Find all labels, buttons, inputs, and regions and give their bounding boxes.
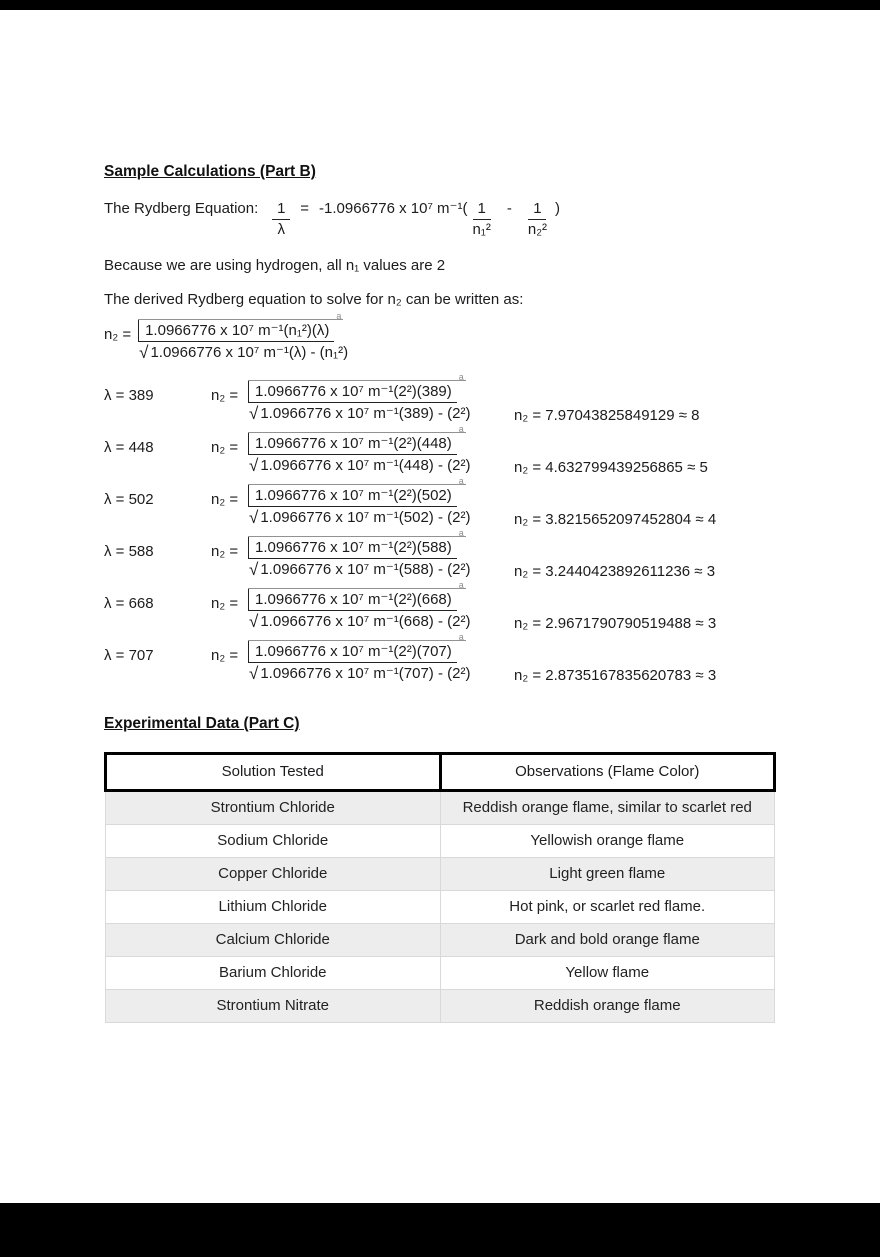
document-page [0,10,880,1203]
fraction-numerator: 1.0966776 x 10⁷ m⁻¹(2²)(448) [248,433,457,455]
fraction-one-over-n1sq [472,200,490,239]
derived-equation [104,311,776,362]
fraction-one-over-n2sq [528,200,547,239]
lambda-value: λ = 668 [104,595,154,612]
minus-sign: - [506,200,512,217]
fraction-denominator: n₂² [527,221,548,238]
calculation-result: n₂ = 2.8735167835620783 ≈ 3 [514,667,717,684]
observation-cell: Hot pink, or scarlet red flame. [440,891,775,924]
n2-label: n₂ = [211,595,239,612]
n2-label: n₂ = [211,543,239,560]
radical-fraction [248,372,471,423]
lambda-value: λ = 448 [104,439,154,456]
radical-fraction [248,580,471,631]
experimental-data-table [104,752,776,1023]
table-row [106,891,775,924]
fraction-one-over-lambda [272,200,290,239]
lambda-value: λ = 707 [104,647,154,664]
table-row [106,990,775,1023]
n2-label: n₂ = [211,387,239,404]
calculation-row [104,476,776,529]
close-paren: ) [555,200,561,217]
denominator-text: 1.0966776 x 10⁷ m⁻¹(502) - (2²) [260,509,471,526]
n2-label: n₂ = [104,326,132,343]
solution-cell: Barium Chloride [106,957,441,990]
fraction-numerator: 1 [528,200,546,220]
header-observations: Observations (Flame Color) [440,754,775,791]
observation-cell: Dark and bold orange flame [440,924,775,957]
fraction-denominator: λ [277,221,286,238]
calculation-row [104,528,776,581]
rydberg-label: The Rydberg Equation: [104,200,259,217]
calculation-row [104,632,776,685]
calculation-result: n₂ = 2.9671790790519488 ≈ 3 [514,615,717,632]
fraction-denominator [248,455,470,475]
part-c-heading: Experimental Data (Part C) [104,715,300,732]
fraction-numerator: 1 [272,200,290,220]
lambda-value: λ = 502 [104,491,154,508]
radical-hook-mark: a [458,528,464,538]
sqrt-icon: √ [249,664,259,683]
sqrt-icon: √ [249,456,259,475]
observation-cell: Light green flame [440,858,775,891]
table-row [106,825,775,858]
n2-label: n₂ = [211,439,239,456]
sqrt-icon: √ [249,560,259,579]
radical-fraction [248,528,471,579]
radical-hook-mark: a [458,372,464,382]
table-row [106,957,775,990]
rydberg-coefficient: -1.0966776 x 10⁷ m⁻¹( [319,200,468,217]
sqrt-icon: √ [249,404,259,423]
calculation-result: n₂ = 3.2440423892611236 ≈ 3 [514,563,716,580]
lambda-value: λ = 389 [104,387,154,404]
table-row [106,858,775,891]
calculation-row [104,424,776,477]
denominator-text: 1.0966776 x 10⁷ m⁻¹(707) - (2²) [260,665,471,682]
solution-cell: Strontium Nitrate [106,990,441,1023]
table-row [106,791,775,825]
calculations-block [104,372,776,685]
denominator-text: 1.0966776 x 10⁷ m⁻¹(448) - (2²) [260,457,471,474]
equals-sign: = [300,200,310,217]
table-header-row [106,754,775,791]
radical-hook-mark: a [458,632,464,642]
radical-fraction [248,476,471,527]
denominator-text: 1.0966776 x 10⁷ m⁻¹(668) - (2²) [260,613,471,630]
radical-hook-mark: a [458,580,464,590]
radical-fraction [138,311,349,362]
solution-cell: Sodium Chloride [106,825,441,858]
radical-hook-mark: a [336,311,342,321]
radical-numerator-row [138,311,343,342]
lambda-value: λ = 588 [104,543,154,560]
observation-cell: Reddish orange flame [440,990,775,1023]
rydberg-equation [104,200,776,239]
table-row [106,924,775,957]
solution-cell: Copper Chloride [106,858,441,891]
solution-cell: Strontium Chloride [106,791,441,825]
radical-fraction [248,424,471,475]
fraction-numerator: 1 [473,200,491,220]
sqrt-icon: √ [249,612,259,631]
calculation-row [104,372,776,425]
fraction-numerator: 1.0966776 x 10⁷ m⁻¹(2²)(707) [248,641,457,663]
sqrt-icon: √ [249,508,259,527]
fraction-denominator [248,403,470,423]
calculation-result: n₂ = 7.97043825849129 ≈ 8 [514,407,700,424]
solution-cell: Lithium Chloride [106,891,441,924]
fraction-denominator [248,611,470,631]
fraction-denominator [248,559,470,579]
n2-label: n₂ = [211,647,239,664]
fraction-numerator: 1.0966776 x 10⁷ m⁻¹(n₁²)(λ) [138,320,334,342]
sqrt-icon: √ [139,343,149,362]
calculation-row [104,580,776,633]
calculation-result: n₂ = 3.8215652097452804 ≈ 4 [514,511,717,528]
fraction-denominator [248,507,470,527]
radical-hook-mark: a [458,476,464,486]
calculation-result: n₂ = 4.632799439256865 ≈ 5 [514,459,708,476]
fraction-numerator: 1.0966776 x 10⁷ m⁻¹(2²)(588) [248,537,457,559]
fraction-numerator: 1.0966776 x 10⁷ m⁻¹(2²)(668) [248,589,457,611]
part-b-heading: Sample Calculations (Part B) [104,163,316,180]
denominator-text: 1.0966776 x 10⁷ m⁻¹(λ) - (n₁²) [150,344,349,361]
fraction-denominator [248,663,470,683]
radical-fraction [248,632,471,683]
n2-label: n₂ = [211,491,239,508]
fraction-numerator: 1.0966776 x 10⁷ m⁻¹(2²)(389) [248,381,457,403]
hydrogen-note: Because we are using hydrogen, all n₁ values are 2 [104,257,446,274]
denominator-text: 1.0966776 x 10⁷ m⁻¹(389) - (2²) [260,405,471,422]
fraction-numerator: 1.0966776 x 10⁷ m⁻¹(2²)(502) [248,485,457,507]
header-solution-tested: Solution Tested [106,754,441,791]
derived-equation-intro: The derived Rydberg equation to solve for n₂ can be written as: [104,291,524,308]
denominator-text: 1.0966776 x 10⁷ m⁻¹(588) - (2²) [260,561,471,578]
observation-cell: Reddish orange flame, similar to scarlet red [440,791,775,825]
fraction-denominator [138,342,348,362]
observation-cell: Yellowish orange flame [440,825,775,858]
fraction-denominator: n₁² [472,221,491,238]
radical-hook-mark: a [458,424,464,434]
observation-cell: Yellow flame [440,957,775,990]
solution-cell: Calcium Chloride [106,924,441,957]
